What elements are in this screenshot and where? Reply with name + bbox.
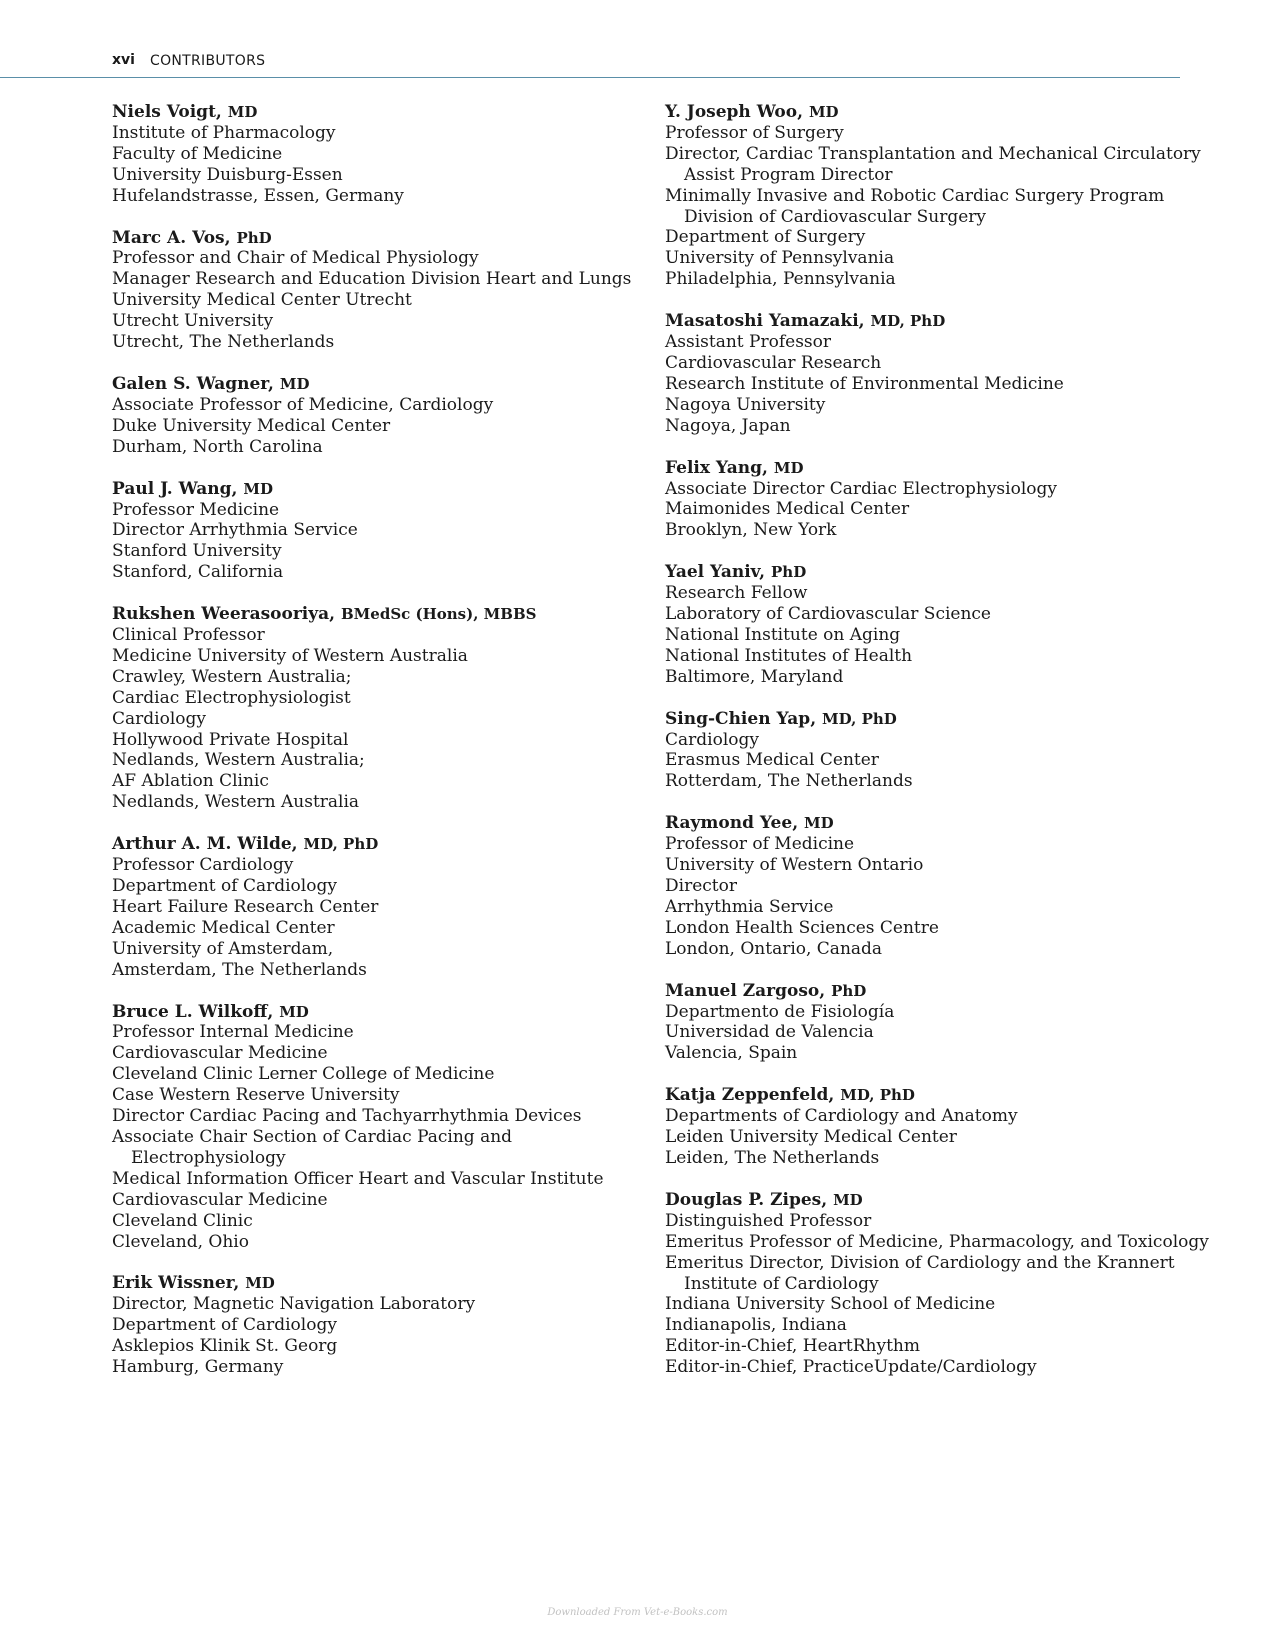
contributor-name-text: Yael Yaniv, [665,562,766,583]
affiliation-line: Professor of Surgery [665,122,844,143]
contributor-name-text: Rukshen Weerasooriya, [112,604,336,625]
affiliation-line: Cardiac Electrophysiologist [112,687,351,708]
affiliation-line: Leiden, The Netherlands [665,1147,880,1168]
contributor-name [665,562,1185,583]
contributor-name-text: Erik Wissner, [112,1273,240,1294]
affiliation-line: Institute of Pharmacology [112,122,336,143]
contributors-column-left [112,102,632,1399]
affiliation-line: Baltimore, Maryland [665,666,844,687]
affiliation-line: Hamburg, Germany [112,1357,284,1378]
affiliation-line: Stanford, California [112,562,284,583]
affiliation-line: London, Ontario, Canada [665,938,883,959]
affiliation-line: Hufelandstrasse, Essen, Germany [112,185,404,206]
affiliation-line: Research Institute of Environmental Medicine [665,373,1064,394]
affiliation-line: Rotterdam, The Netherlands [665,771,913,792]
affiliation-line: Associate Professor of Medicine, Cardiology [112,394,494,415]
contributor-name [665,813,1185,834]
contributor-name-text: Y. Joseph Woo, [665,102,804,122]
contributor-entry [665,1085,1185,1169]
affiliation-line: Crawley, Western Australia; [112,666,352,687]
affiliation-line: Editor-in-Chief, HeartRhythm [665,1336,920,1357]
affiliation-line: Professor and Chair of Medical Physiology [112,248,479,269]
affiliation-line: Distinguished Professor [665,1210,872,1231]
contributor-credentials: MD [279,374,310,393]
affiliation-line: University of Western Ontario [665,855,924,876]
contributor-credentials: MD, PhD [840,1086,915,1105]
contributor-name-text: Bruce L. Wilkoff, [112,1001,274,1022]
section-title: CONTRIBUTORS [150,53,266,69]
affiliation-line: Cleveland, Ohio [112,1231,249,1252]
affiliation-line: Cardiology [665,729,759,750]
affiliation-line: Emeritus Professor of Medicine, Pharmacology, and Toxicology [665,1231,1209,1252]
affiliation-line: Asklepios Klinik St. Georg [112,1336,338,1357]
contributor-name [665,1085,1185,1106]
affiliation-line: Professor Medicine [112,499,280,520]
contributor-name-text: Niels Voigt, [112,102,222,122]
affiliation-line: University Medical Center Utrecht [112,290,412,311]
contributor-entry [665,458,1185,542]
contributor-name [112,604,632,625]
contributor-credentials: MD [245,1274,275,1293]
affiliation-line: Emeritus Director, Division of Cardiology and the Krannert [665,1252,1175,1273]
affiliation-line: Manager Research and Education Division Heart and Lungs [112,269,632,290]
affiliation-line: Director Arrhythmia Service [112,520,358,541]
contributor-name-text: Paul J. Wang, [112,478,238,499]
contributor-name-text: Manuel Zargoso, [665,980,826,1001]
affiliation-line: Department of Surgery [665,227,866,248]
affiliation-line: National Institutes of Health [665,645,913,666]
contributor-credentials: PhD [831,981,867,1000]
affiliation-line: Cleveland Clinic Lerner College of Medicine [112,1064,495,1085]
affiliation-line: Nedlands, Western Australia; [112,750,365,771]
contributor-entry [665,1189,1209,1378]
contributor-name-text: Arthur A. M. Wilde, [112,834,298,855]
contributor-credentials: MD [808,103,839,121]
contributor-credentials: MD [279,1002,309,1021]
affiliation-line: Valencia, Spain [665,1043,798,1064]
affiliation-line: Brooklyn, New York [665,520,837,541]
running-head [0,0,1180,78]
contributor-name [665,102,1185,123]
contributor-name-text: Felix Yang, [665,457,768,478]
affiliation-line: Erasmus Medical Center [665,750,879,771]
watermark: Downloaded From Vet-e-Books.com [547,1607,728,1618]
affiliation-line: Department of Cardiology [112,876,337,896]
affiliation-line: Academic Medical Center [112,917,335,938]
affiliation-line: Director [665,876,737,896]
affiliation-line: Arrhythmia Service [665,896,834,917]
affiliation-line: Cleveland Clinic [112,1210,253,1231]
contributor-name [112,102,632,123]
contributor-name [665,709,1185,730]
affiliation-line: Institute of Cardiology [684,1273,879,1294]
contributor-entry [112,834,632,980]
affiliation-line: Professor of Medicine [665,834,855,855]
affiliation-line: Assist Program Director [684,164,893,185]
affiliation-line: Division of Cardiovascular Surgery [684,206,987,227]
affiliation-line: University of Pennsylvania [665,248,895,269]
contributor-name-text: Marc A. Vos, [112,227,231,248]
affiliation-line: Electrophysiology [131,1147,286,1168]
contributor-credentials: MD [227,103,258,121]
affiliation-line: Utrecht University [112,311,274,332]
affiliation-line: Durham, North Carolina [112,436,323,457]
contributor-name-text: Masatoshi Yamazaki, [665,311,865,332]
affiliation-line: Director, Magnetic Navigation Laboratory [112,1294,476,1315]
affiliation-line: Heart Failure Research Center [112,896,379,917]
affiliation-line: Associate Director Cardiac Electrophysiology [665,478,1057,499]
affiliation-line: Case Western Reserve University [112,1085,400,1106]
contributor-credentials: MD [243,479,273,498]
page-number: xvi [112,52,135,68]
affiliation-line: Professor Internal Medicine [112,1022,354,1043]
contributor-entry [112,479,632,584]
contributor-entry [665,311,1185,436]
contributor-name [112,374,632,395]
affiliation-line: London Health Sciences Centre [665,917,939,938]
contributor-entry [665,102,1201,290]
contributor-credentials: MD [773,458,804,477]
contributor-name [112,479,632,500]
contributor-credentials: BMedSc (Hons), MBBS [341,605,537,624]
contributor-name [665,311,1185,332]
affiliation-line: Laboratory of Cardiovascular Science [665,604,991,625]
affiliation-line: Minimally Invasive and Robotic Cardiac Surgery Program [665,185,1165,206]
contributor-credentials: MD [804,814,834,833]
contributor-entry [112,102,632,207]
contributor-name [112,834,632,855]
contributor-credentials: MD, PhD [822,709,897,728]
contributors-column-right [665,102,1209,1399]
contributor-name [665,458,1185,479]
affiliation-line: Nagoya, Japan [665,415,791,436]
contributor-name [665,1190,1185,1211]
contributor-entry [665,981,1185,1065]
affiliation-line: Cardiovascular Medicine [112,1043,328,1064]
contributor-name-text: Douglas P. Zipes, [665,1189,828,1210]
contributor-credentials: MD [833,1190,863,1209]
affiliation-line: University of Amsterdam, [112,938,334,959]
affiliation-line: Maimonides Medical Center [665,499,910,520]
contributor-entry [112,604,632,813]
affiliation-line: Duke University Medical Center [112,415,391,436]
affiliation-line: Departments of Cardiology and Anatomy [665,1106,1018,1127]
affiliation-line: Universidad de Valencia [665,1022,874,1043]
contributor-name-text: Raymond Yee, [665,813,799,834]
affiliation-line: Amsterdam, The Netherlands [112,959,367,980]
affiliation-line: Cardiovascular Medicine [112,1189,328,1210]
contributor-entry [112,228,632,353]
affiliation-line: Faculty of Medicine [112,143,283,164]
affiliation-line: Stanford University [112,541,282,562]
affiliation-line: Director Cardiac Pacing and Tachyarrhythmia Devices [112,1106,582,1127]
contributor-entry [112,1273,632,1378]
contributor-name-text: Galen S. Wagner, [112,373,274,394]
affiliation-line: AF Ablation Clinic [112,771,269,792]
affiliation-line: Associate Chair Section of Cardiac Pacing and [112,1126,513,1147]
affiliation-line: Clinical Professor [112,625,265,646]
affiliation-line: Philadelphia, Pennsylvania [665,269,896,290]
affiliation-line: Director, Cardiac Transplantation and Mechanical Circulatory [665,143,1201,164]
affiliation-line: Medical Information Officer Heart and Vascular Institute [112,1168,604,1189]
contributor-credentials: PhD [771,563,807,582]
affiliation-line: Utrecht, The Netherlands [112,332,335,353]
contributor-name [112,1002,632,1023]
affiliation-line: Department of Cardiology [112,1315,337,1336]
contributor-credentials: MD, PhD [303,835,379,854]
affiliation-line: Indianapolis, Indiana [665,1315,847,1336]
affiliation-line: Indiana University School of Medicine [665,1294,996,1315]
affiliation-line: Cardiovascular Research [665,352,882,373]
contributor-entry [665,709,1185,793]
affiliation-line: Professor Cardiology [112,855,294,876]
affiliation-line: Leiden University Medical Center [665,1127,957,1148]
affiliation-line: Departmento de Fisiología [665,1001,895,1022]
contributor-name [112,1273,632,1294]
contributor-entry [665,813,1185,959]
contributor-name [112,228,632,249]
contributor-credentials: PhD [236,228,272,247]
contributor-credentials: MD, PhD [870,312,946,331]
affiliation-line: Research Fellow [665,583,808,604]
contributor-name-text: Katja Zeppenfeld, [665,1085,835,1106]
affiliation-line: University Duisburg-Essen [112,164,343,185]
affiliation-line: Nagoya University [665,394,826,415]
affiliation-line: Cardiology [112,708,206,729]
affiliation-line: Nedlands, Western Australia [112,792,360,813]
contributor-entry [665,562,1185,687]
affiliation-line: Assistant Professor [665,332,831,353]
affiliation-line: National Institute on Aging [665,624,901,645]
affiliation-line: Hollywood Private Hospital [112,729,349,750]
contributor-name-text: Sing-Chien Yap, [665,708,817,729]
contributor-entry [112,1002,632,1253]
contributor-entry [112,374,632,458]
affiliation-line: Medicine University of Western Australia [112,645,468,666]
contributor-name [665,981,1185,1002]
affiliation-line: Editor-in-Chief, PracticeUpdate/Cardiology [665,1357,1037,1378]
